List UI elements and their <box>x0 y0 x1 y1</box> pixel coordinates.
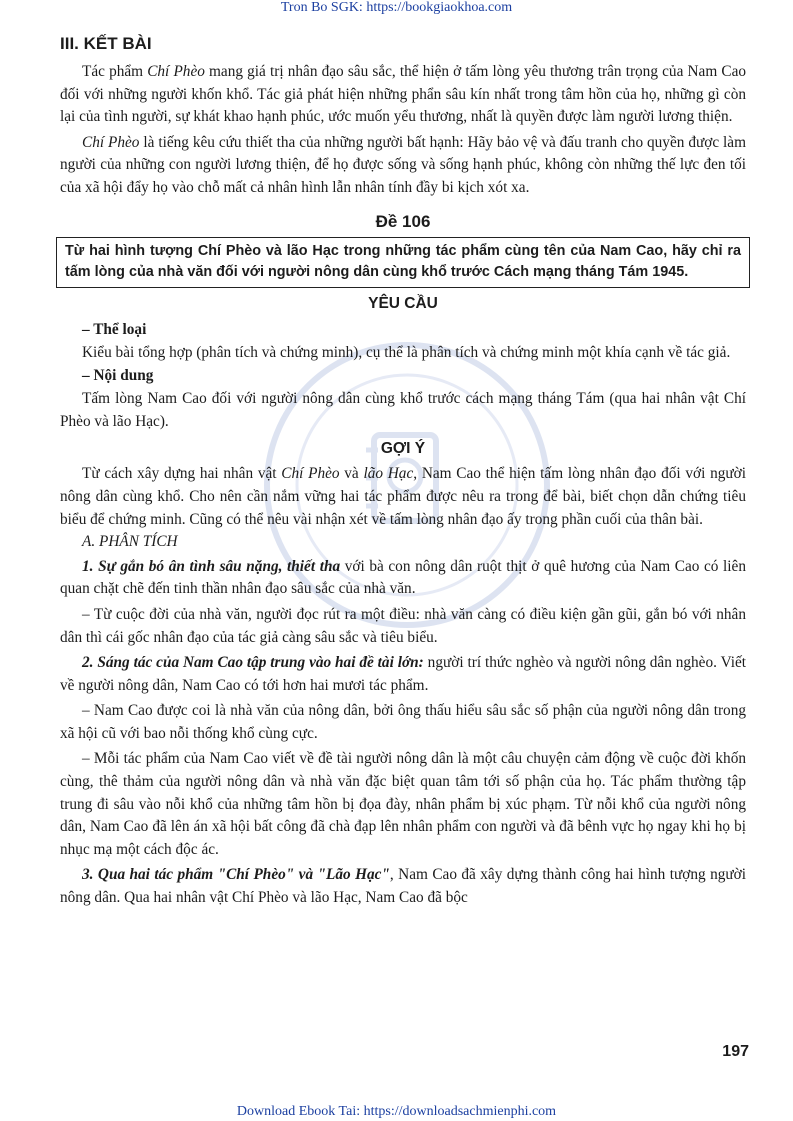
item-2-dash-2: – Mỗi tác phẩm của Nam Cao viết về đề tài người nông dân là một câu chuyện cảm động về cuộc đời khốn cùng, thê thảm của người nông dân và nhà văn đặc biệt quan tâm tới số phận của họ. Tác phẩm thường tập trung đi sâu vào nỗi khổ của những tâm hồn bị đọa đày, nhân phẩm bị xúc phạm. Từ nỗi khổ của người nông dân, Nam Cao đã lên án xã hội bất công đã chà đạp lên nhân phẩm con người và đã bênh vực họ ngay khi họ bị nhục mạ một cách độc ác. <box>60 750 746 858</box>
phan-tich-heading: A. PHÂN TÍCH <box>82 533 178 551</box>
noi-dung-text: Tấm lòng Nam Cao đối với người nông dân cùng khổ trước cách mạng tháng Tám (qua hai nhân vật Chí Phèo và lão Hạc). <box>60 390 746 430</box>
yeu-cau-title: YÊU CẦU <box>368 294 438 312</box>
the-loai-heading: – Thể loại <box>82 320 147 338</box>
noi-dung-heading: – Nội dung <box>82 367 154 385</box>
footer-link[interactable]: Download Ebook Tai: https://downloadsachmienphi.com <box>236 1104 557 1119</box>
item-1-dash: – Từ cuộc đời của nhà văn, người đọc rút ra một điều: nhà văn càng có điều kiện gần gũi, gắn bó với nhân dân thì cái gốc nhân đạo của tác giả càng sâu sắc và tiêu biểu. <box>60 605 746 646</box>
item-2: 2. Sáng tác của Nam Cao tập trung vào hai đề tài lớn: người trí thức nghèo và người nông dân nghèo. Viết về người nông dân, Nam Cao có tới hơn hai mươi tác phẩm. <box>60 654 746 694</box>
page-content <box>60 30 746 910</box>
item-3: 3. Qua hai tác phẩm "Chí Phèo" và "Lão Hạc", Nam Cao đã xây dựng thành công hai hình tượng người nông dân. Qua hai nhân vật Chí Phèo và lão Hạc, Nam Cao đã bộc <box>60 866 746 907</box>
ket-bai-paragraph-1: Tác phẩm Chí Phèo mang giá trị nhân đạo sâu sắc, thể hiện ở tấm lòng yêu thương trân trọng của Nam Cao đối với những người khốn khổ. Tác giả phát hiện những phẩn sâu kín nhất trong tâm hồn của họ, những gì còn lại của tình người, sự khát khao hạnh phúc, ước muốn yểu thương, nhất là quyền được làm người lương thiện. <box>60 63 747 126</box>
section-title-ket-bai: III. KẾT BÀI <box>60 34 152 53</box>
de-prompt-box: Từ hai hình tượng Chí Phèo và lão Hạc trong những tác phẩm cùng tên của Nam Cao, hãy chỉ ra tấm lòng của nhà văn đối với người nông dân cùng khổ trước Cách mạng tháng Tám 1945. <box>56 237 750 288</box>
header-link[interactable]: Tron Bo SGK: https://bookgiaokhoa.com <box>280 0 513 15</box>
page-number: 197 <box>722 1043 749 1060</box>
goi-y-intro: Từ cách xây dựng hai nhân vật Chí Phèo và lão Hạc, Nam Cao thể hiện tấm lòng nhân đạo đối với người nông dân cùng khổ. Cho nên cần nắm vững hai tác phẩm được nêu ra trong để bài, biết chọn dẫn chứng tiêu biểu để chứng minh. Cũng có thể nêu vài nhận xét về tấm lòng nhân đạo ấy trong phần cuối của thân bài. <box>60 465 747 528</box>
the-loai-text: Kiểu bài tổng hợp (phân tích và chứng minh), cụ thể là phân tích và chứng minh một khía cạnh về tác giả. <box>82 343 731 361</box>
ket-bai-paragraph-2: Chí Phèo là tiếng kêu cứu thiết tha của những người bất hạnh: Hãy bảo vệ và đấu tranh cho quyền được làm người của những con người lương thiện, để họ được sống và sống hạnh phúc, không còn những thế lực đen tối của xã hội đẩy họ vào chỗ mất cả nhân hình lẫn nhân tính đầy bi kịch xót xa. <box>60 133 746 196</box>
item-2-dash-1: – Nam Cao được coi là nhà văn của nông dân, bởi ông thấu hiểu sâu sắc số phận của người nông dân trong xã hội cũ với bao nỗi thống khổ cùng cực. <box>60 702 746 742</box>
goi-y-title: GỢI Ý <box>380 440 426 458</box>
de-title: Đề 106 <box>375 211 431 231</box>
item-1: 1. Sự gắn bó ân tình sâu nặng, thiết tha với bà con nông dân ruột thịt ở quê hương của Nam Cao có liên quan chặt chẽ đến tinh thần nhân đạo sâu sắc của nhà văn. <box>60 557 746 598</box>
